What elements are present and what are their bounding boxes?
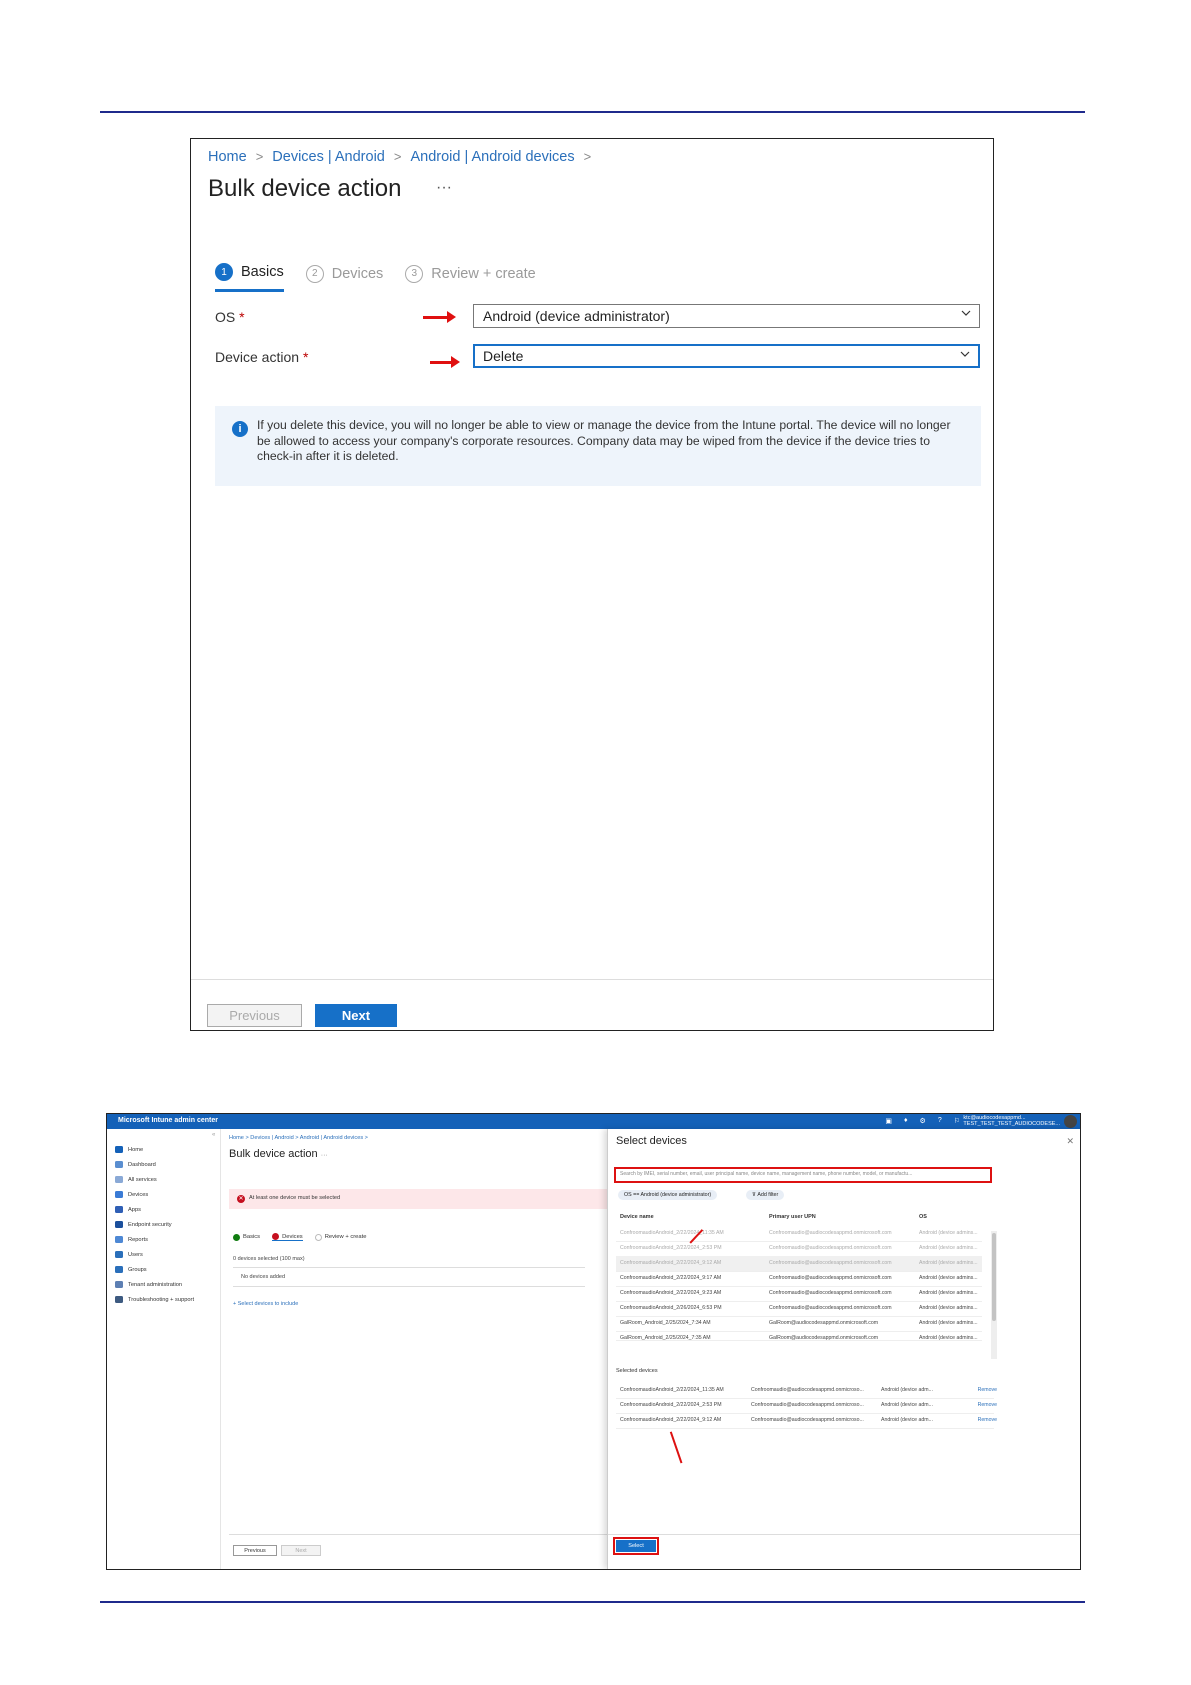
next-button[interactable]: Next (281, 1545, 321, 1556)
panel-footer-divider (608, 1534, 1081, 1535)
header-rule (100, 111, 1085, 113)
table-row[interactable] (616, 1241, 982, 1257)
no-devices-text: No devices added (241, 1274, 286, 1280)
table-row[interactable] (616, 1301, 982, 1317)
page-title (229, 1148, 328, 1160)
step-label: Basics (241, 264, 284, 280)
wizard-steps (233, 1233, 366, 1241)
sidebar-item-label: Devices (128, 1191, 149, 1198)
divider (233, 1267, 585, 1268)
step-label: Review + create (431, 265, 536, 282)
apps-icon (115, 1206, 123, 1213)
tab-devices[interactable] (272, 1233, 303, 1241)
os-cell: Android (device admins... (919, 1320, 978, 1326)
os-cell: Android (device adm... (881, 1387, 933, 1393)
filter-icon: ⊽ (752, 1192, 758, 1198)
device-name-cell: ConfroomaudioAndroid_2/22/2024_2:53 PM (620, 1245, 722, 1251)
remove-link[interactable]: Remove (977, 1402, 997, 1408)
remove-link[interactable]: Remove (977, 1417, 997, 1423)
table-row[interactable] (616, 1331, 982, 1341)
tenant-admin-icon (115, 1281, 123, 1288)
devices-selected-count: 0 devices selected (100 max) (233, 1256, 305, 1262)
devices-icon (115, 1191, 123, 1198)
panel-title: Select devices (616, 1135, 687, 1147)
device-name-cell: ConfroomaudioAndroid_2/22/2024_9:12 AM (620, 1417, 722, 1423)
os-cell: Android (device adm... (881, 1402, 933, 1408)
groups-icon (115, 1266, 123, 1273)
add-filter-button[interactable] (746, 1190, 784, 1200)
table-row[interactable] (616, 1316, 982, 1332)
close-icon[interactable]: ✕ (1066, 1136, 1074, 1146)
page-title-text: Bulk device action (229, 1148, 318, 1160)
home-icon (115, 1146, 123, 1153)
settings-icon[interactable]: ⚙ (919, 1118, 926, 1125)
chevron-right-icon: > (393, 149, 402, 164)
red-arrow-annotation (423, 316, 450, 319)
footer-divider (191, 979, 993, 980)
sidebar-item-label: Apps (128, 1206, 141, 1213)
error-text: At least one device must be selected (249, 1195, 341, 1201)
step-label: Basics (243, 1234, 261, 1240)
upn-cell: GalRoom@audiocodesappmd.onmicrosoft.com (769, 1320, 879, 1326)
device-name-cell: ConfroomaudioAndroid_2/22/2024_9:23 AM (620, 1290, 722, 1296)
sidebar-item-apps[interactable] (115, 1206, 141, 1213)
shield-icon (115, 1221, 123, 1228)
os-cell: Android (device admins... (919, 1260, 978, 1266)
tab-basics[interactable] (215, 263, 284, 292)
user-account[interactable] (963, 1115, 1060, 1127)
user-email: ktc@audiocodesappmd... (963, 1115, 1026, 1121)
breadcrumb-android-devices[interactable]: Android | Android devices (410, 149, 575, 165)
sidebar-item-groups[interactable] (115, 1266, 147, 1273)
sidebar-item-label: Endpoint security (128, 1221, 172, 1228)
device-action-value: Delete (483, 348, 524, 364)
sidebar-item-users[interactable] (115, 1251, 143, 1258)
chevron-down-icon (961, 308, 971, 318)
upn-cell: GalRoom@audiocodesappmd.onmicrosoft.com (769, 1335, 879, 1341)
remove-link[interactable]: Remove (977, 1387, 997, 1393)
tab-devices[interactable] (306, 263, 384, 292)
os-filter-pill[interactable]: OS == Android (device administrator) (618, 1190, 717, 1200)
breadcrumb-devices-android[interactable]: Devices | Android (272, 149, 385, 165)
sidebar-item-label: Tenant administration (128, 1281, 183, 1288)
table-row[interactable] (616, 1286, 982, 1302)
device-name-cell: ConfroomaudioAndroid_2/22/2024_9:12 AM (620, 1260, 722, 1266)
sidebar-item-reports[interactable] (115, 1236, 148, 1243)
dashboard-icon (115, 1161, 123, 1168)
users-icon (115, 1251, 123, 1258)
user-tenant: TEST_TEST_TEST_AUDIOCODESE... (963, 1121, 1060, 1127)
table-row[interactable] (616, 1226, 982, 1242)
upn-cell: Confroomaudio@audiocodesappmd.onmicrosoft.com (769, 1290, 892, 1296)
upn-cell: Confroomaudio@audiocodesappmd.onmicrosoft.com (769, 1230, 892, 1236)
sidebar-item-label: Users (128, 1251, 143, 1258)
troubleshooting-icon (115, 1296, 123, 1303)
step-number (315, 1234, 322, 1241)
sidebar-item-label: Groups (128, 1266, 147, 1273)
footer-rule (100, 1601, 1085, 1603)
scrollbar[interactable] (991, 1231, 997, 1359)
upn-cell: Confroomaudio@audiocodesappmd.onmicrosoft.com (769, 1305, 892, 1311)
breadcrumb[interactable]: Home > Devices | Android > Android | Android devices > (229, 1135, 368, 1141)
selected-devices-title: Selected devices (616, 1368, 658, 1374)
more-options-icon[interactable]: ··· (436, 179, 452, 196)
app-title[interactable]: Microsoft Intune admin center (118, 1117, 218, 1124)
upn-cell: Confroomaudio@audiocodesappmd.onmicrosoft.com (769, 1275, 892, 1281)
device-action-label-text: Device action (215, 349, 300, 365)
os-label-text: OS (215, 309, 236, 325)
column-os[interactable]: OS (919, 1214, 927, 1220)
selected-row (616, 1398, 997, 1414)
os-cell: Android (device admins... (919, 1290, 978, 1296)
upn-cell: Confroomaudio@audiocodesappmd.onmicroso... (751, 1387, 864, 1393)
add-filter-label: Add filter (757, 1192, 779, 1198)
os-dropdown[interactable] (473, 304, 980, 328)
chevron-down-icon (960, 349, 970, 359)
avatar[interactable] (1064, 1115, 1077, 1128)
notifications-icon[interactable]: ♦ (903, 1117, 908, 1124)
next-button[interactable]: Next (315, 1004, 397, 1027)
device-action-label (215, 349, 308, 365)
feedback-icon[interactable]: ⚐ (953, 1118, 960, 1125)
breadcrumb-home[interactable]: Home (208, 149, 247, 165)
select-devices-panel (607, 1129, 1081, 1569)
step-label: Review + create (324, 1234, 367, 1240)
selected-row (616, 1413, 997, 1429)
info-banner (215, 406, 981, 486)
step-label: Devices (282, 1233, 303, 1240)
step-label: Devices (331, 265, 384, 282)
reports-icon (115, 1236, 123, 1243)
sidebar-item-tenant-administration[interactable] (115, 1281, 182, 1288)
upn-cell: Confroomaudio@audiocodesappmd.onmicroso... (751, 1417, 864, 1423)
sidebar-item-home[interactable] (115, 1146, 143, 1153)
breadcrumb (208, 149, 600, 165)
sidebar-item-label: Troubleshooting + support (128, 1296, 195, 1303)
sidebar-item-dashboard[interactable] (115, 1161, 156, 1168)
tab-review-create[interactable] (405, 263, 535, 292)
collapse-icon[interactable]: « (212, 1132, 216, 1138)
os-value: Android (device administrator) (483, 308, 670, 324)
device-name-cell: GalRoom_Android_2/25/2024_7:35 AM (620, 1335, 711, 1341)
device-name-cell: ConfroomaudioAndroid_2/22/2024_11:35 AM (620, 1230, 724, 1236)
sidebar-item-devices[interactable] (115, 1191, 148, 1198)
upn-cell: Confroomaudio@audiocodesappmd.onmicrosoft.com (769, 1245, 892, 1251)
red-arrow-annotation (430, 361, 454, 364)
os-cell: Android (device admins... (919, 1245, 978, 1251)
os-cell: Android (device admins... (919, 1230, 978, 1236)
sidebar-item-label: Home (128, 1146, 144, 1153)
os-label (215, 309, 245, 325)
wizard-steps (215, 263, 536, 292)
divider (233, 1286, 585, 1287)
select-devices-link[interactable]: + Select devices to include (233, 1301, 299, 1307)
sidebar-item-endpoint-security[interactable] (115, 1221, 172, 1228)
os-cell: Android (device admins... (919, 1275, 978, 1281)
device-name-cell: GalRoom_Android_2/25/2024_7:34 AM (620, 1320, 711, 1326)
required-marker: * (302, 349, 309, 365)
info-icon: i (232, 421, 248, 437)
selected-row (616, 1383, 997, 1399)
table-row[interactable] (616, 1256, 982, 1272)
device-action-dropdown[interactable] (473, 344, 980, 368)
chevron-right-icon: > (255, 149, 264, 164)
more-options-icon[interactable]: ··· (320, 1152, 328, 1159)
scrollbar-thumb[interactable] (992, 1233, 996, 1321)
page-title: Bulk device action (208, 175, 402, 202)
all-services-icon (115, 1176, 123, 1183)
select-button[interactable]: Select (616, 1540, 656, 1552)
error-icon (272, 1233, 279, 1240)
sidebar-item-label: Dashboard (128, 1161, 156, 1168)
step-number: 3 (405, 265, 423, 283)
upn-cell: Confroomaudio@audiocodesappmd.onmicroso... (751, 1402, 864, 1408)
device-name-cell: ConfroomaudioAndroid_2/22/2024_2:53 PM (620, 1402, 722, 1408)
device-name-cell: ConfroomaudioAndroid_2/22/2024_11:35 AM (620, 1387, 724, 1393)
upn-cell: Confroomaudio@audiocodesappmd.onmicrosoft.com (769, 1260, 892, 1266)
chevron-right-icon: > (583, 149, 592, 164)
red-arrow-annotation (670, 1432, 682, 1464)
sidebar-item-label: All services (128, 1176, 157, 1183)
info-text: If you delete this device, you will no longer be able to view or manage the device from the Intune portal. The device will no longer be allowed to access your company's corporate resources. Company data may be wiped from the device if the device tries to check-in after it is deleted. (257, 418, 951, 463)
os-cell: Android (device admins... (919, 1335, 978, 1341)
os-cell: Android (device adm... (881, 1417, 933, 1423)
sidebar-item-troubleshooting[interactable] (115, 1296, 194, 1303)
error-banner (229, 1189, 639, 1209)
device-name-cell: ConfroomaudioAndroid_2/22/2024_9:17 AM (620, 1275, 722, 1281)
table-row[interactable] (616, 1271, 982, 1287)
os-cell: Android (device admins... (919, 1305, 978, 1311)
tab-basics[interactable] (233, 1233, 260, 1241)
column-primary-user-upn[interactable]: Primary user UPN (769, 1214, 816, 1220)
help-icon[interactable]: ? (937, 1117, 942, 1124)
check-icon (233, 1234, 240, 1241)
sidebar-nav (107, 1129, 221, 1569)
search-input[interactable]: Search by IMEI, serial number, email, user principal name, device name, management name, phone number, model, or manufactu... (614, 1167, 992, 1183)
bulk-device-action-screenshot (190, 138, 994, 1031)
cloud-shell-icon[interactable]: ▣ (885, 1118, 892, 1125)
step-number: 2 (306, 265, 324, 283)
previous-button[interactable]: Previous (233, 1545, 277, 1556)
sidebar-item-label: Reports (128, 1236, 148, 1243)
sidebar-item-all-services[interactable] (115, 1176, 157, 1183)
select-devices-screenshot (106, 1113, 1081, 1570)
topbar-icons (885, 1117, 960, 1125)
device-name-cell: ConfroomaudioAndroid_2/26/2024_6:53 PM (620, 1305, 722, 1311)
top-bar (107, 1114, 1080, 1129)
previous-button[interactable]: Previous (207, 1004, 302, 1027)
tab-review-create[interactable] (315, 1233, 367, 1241)
column-device-name[interactable]: Device name (620, 1214, 654, 1220)
step-number: 1 (215, 263, 233, 281)
error-icon: ✕ (238, 1196, 244, 1202)
required-marker: * (239, 309, 245, 325)
